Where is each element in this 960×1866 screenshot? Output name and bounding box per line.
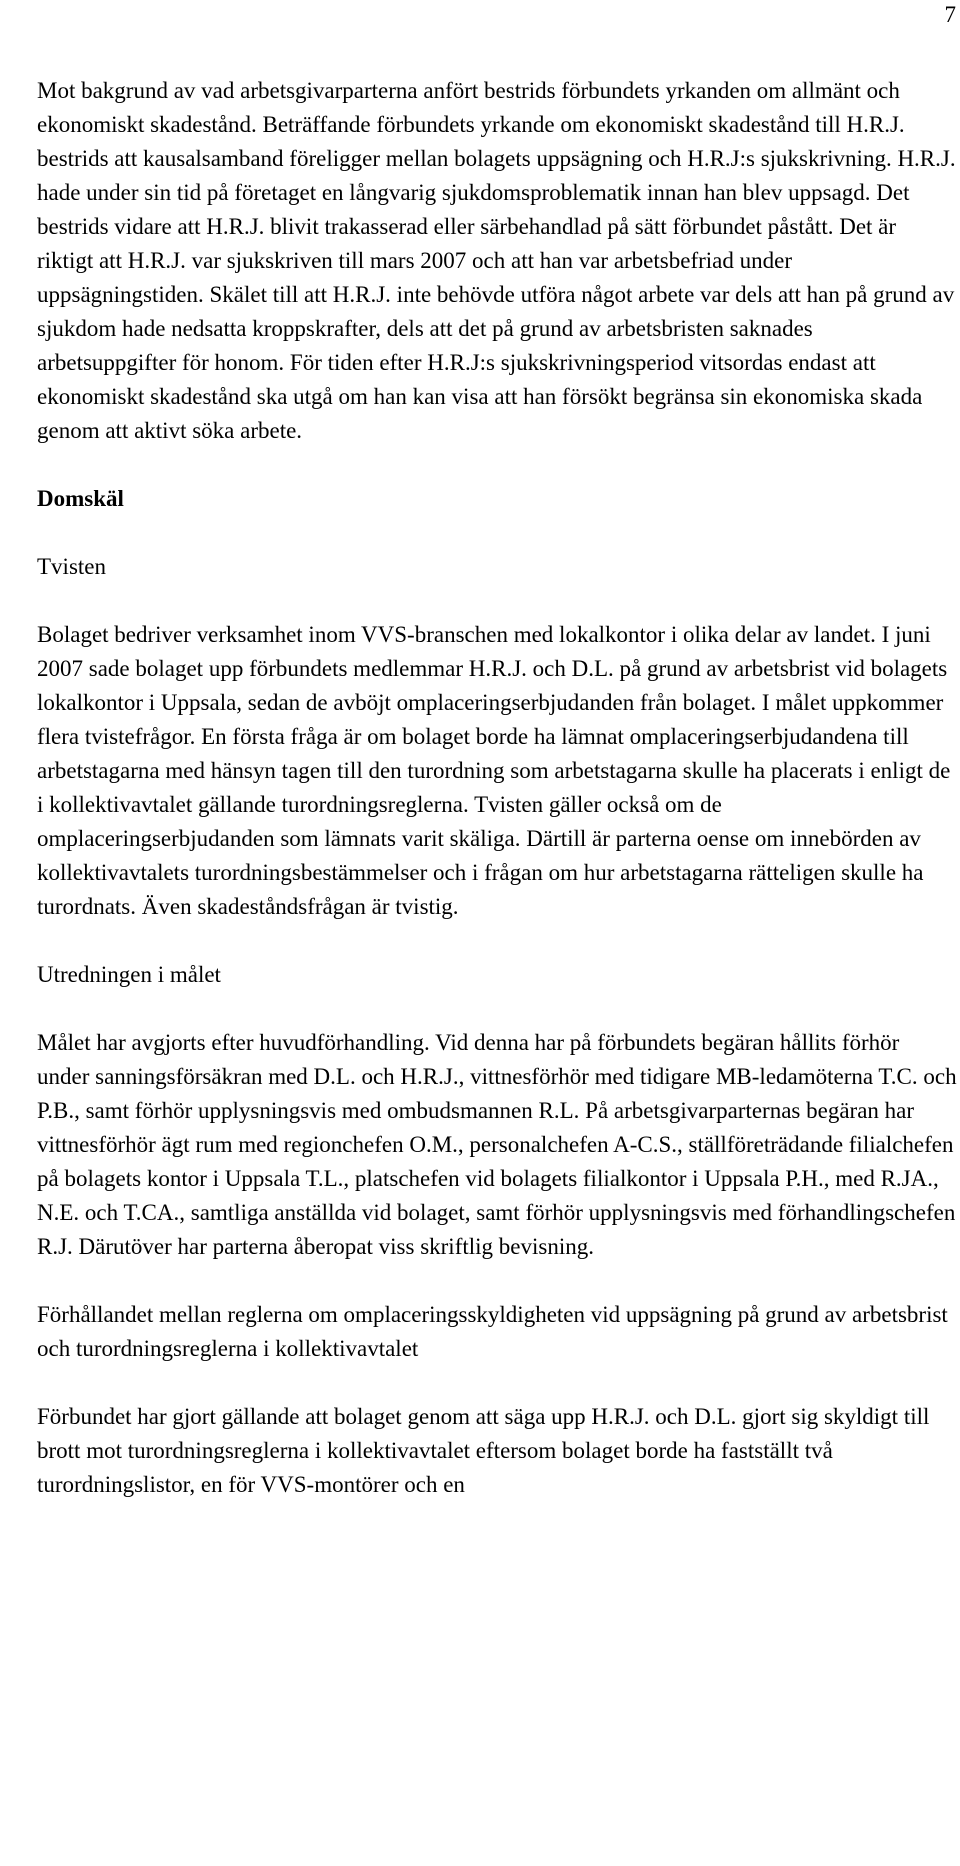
subheading-utredningen: Utredningen i målet [37,962,221,987]
subheading-tvisten: Tvisten [37,554,106,579]
paragraph: Förbundet har gjort gällande att bolaget genom att säga upp H.R.J. och D.L. gjort sig skyldigt till brott mot turordningsreglerna i kollektivavtalet eftersom bolaget borde ha fastställt två turordningslistor, en för VVS-montörer och en [37,1404,930,1497]
section-heading-domskal: Domskäl [37,486,124,511]
page-number: 7 [944,2,956,27]
paragraph: Målet har avgjorts efter huvudförhandling. Vid denna har på förbundets begäran hållits förhör under sanningsförsäkran med D.L. och H.R.J., vittnesförhör med tidigare MB-ledamöterna T.C. och P.B., samt förhör upplysningsvis med ombudsmannen R.L. På arbetsgivarparternas begäran har vittnesförhör ägt rum med regionchefen O.M., personalchefen A-C.S., ställföreträdande filialchefen på bolagets kontor i Uppsala T.L., platschefen vid bolagets filialkontor i Uppsala P.H., med R.JA., N.E. och T.CA., samtliga anställda vid bolaget, samt förhör upplysningsvis med förhandlingschefen R.J. Därutöver har parterna åberopat viss skriftlig bevisning. [37,1030,957,1259]
subheading-forhallandet: Förhållandet mellan reglerna om omplaceringsskyldigheten vid uppsägning på grund av arbetsbrist och turordningsreglerna i kollektivavtalet [37,1302,948,1361]
document-body [37,74,957,1502]
paragraph: Bolaget bedriver verksamhet inom VVS-branschen med lokalkontor i olika delar av landet. I juni 2007 sade bolaget upp förbundets medlemmar H.R.J. och D.L. på grund av arbetsbrist vid bolagets lokalkontor i Uppsala, sedan de avböjt omplaceringserbjudanden från bolaget. I målet uppkommer flera tvistefrågor. En första fråga är om bolaget borde ha lämnat omplaceringserbjudandena till arbetstagarna med hänsyn tagen till den turordning som arbetstagarna skulle ha placerats i enligt de i kollektivavtalet gällande turordningsreglerna. Tvisten gäller också om de omplaceringserbjudanden som lämnats varit skäliga. Därtill är parterna oense om innebörden av kollektivavtalets turordningsbestämmelser och i frågan om hur arbetstagarna rätteligen skulle ha turordnats. Även skadeståndsfrågan är tvistig. [37,622,951,919]
paragraph: Mot bakgrund av vad arbetsgivarparterna anfört bestrids förbundets yrkanden om allmänt och ekonomiskt skadestånd. Beträffande förbundets yrkande om ekonomiskt skadestånd till H.R.J. bestrids att kausalsamband föreligger mellan bolagets uppsägning och H.R.J:s sjukskrivning. H.R.J. hade under sin tid på företaget en långvarig sjukdomsproblematik innan han blev uppsagd. Det bestrids vidare att H.R.J. blivit trakasserad eller särbehandlad på sätt förbundet påstått. Det är riktigt att H.R.J. var sjukskriven till mars 2007 och att han var arbetsbefriad under uppsägningstiden. Skälet till att H.R.J. inte behövde utföra något arbete var dels att han på grund av sjukdom hade nedsatta kroppskrafter, dels att det på grund av arbetsbristen saknades arbetsuppgifter för honom. För tiden efter H.R.J:s sjukskrivningsperiod vitsordas endast att ekonomiskt skadestånd ska utgå om han kan visa att han försökt begränsa sin ekonomiska skada genom att aktivt söka arbete. [37,78,956,443]
